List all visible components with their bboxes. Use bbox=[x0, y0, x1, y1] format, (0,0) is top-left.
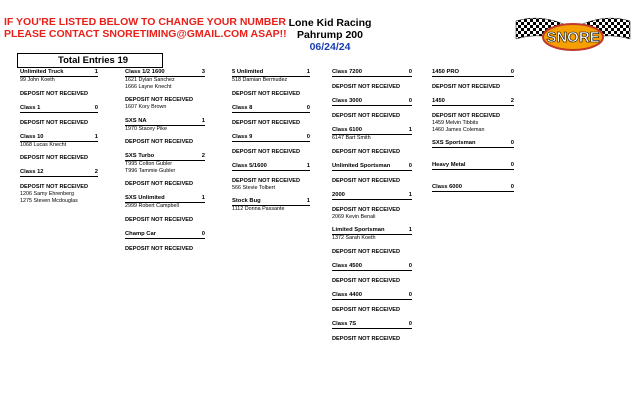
entry-row: 1460 James Coleman bbox=[432, 126, 485, 133]
deposit-status: DEPOSIT NOT RECEIVED bbox=[332, 177, 401, 184]
entry-row: 566 Stevie Tolbert bbox=[232, 184, 276, 191]
deposit-status: DEPOSIT NOT RECEIVED bbox=[20, 90, 89, 97]
class-name: 1450 PRO bbox=[432, 69, 460, 75]
class-block bbox=[432, 184, 514, 206]
class-name: Class 6100 bbox=[332, 127, 362, 133]
class-name: Class 4500 bbox=[332, 262, 362, 269]
deposit-status: DEPOSIT NOT RECEIVED bbox=[125, 139, 194, 145]
class-block bbox=[232, 134, 310, 163]
class-count: 1 bbox=[408, 227, 412, 233]
entry-row: 1666 Layne Knecht bbox=[125, 83, 172, 90]
class-block bbox=[332, 69, 412, 98]
class-block bbox=[432, 162, 514, 184]
class-name: SXS NA bbox=[125, 117, 147, 124]
class-name: Class 8 bbox=[232, 104, 253, 111]
class-column bbox=[432, 69, 514, 206]
class-count: 0 bbox=[408, 98, 412, 104]
class-name: Unlimited Truck bbox=[20, 69, 64, 75]
class-block bbox=[232, 105, 310, 134]
class-count: 1 bbox=[408, 127, 412, 133]
entry-row: 1206 Samy Ehrenberg bbox=[20, 191, 74, 197]
entry-row: 1970 Stacey Pike bbox=[125, 125, 167, 132]
class-name: Class 1 bbox=[20, 104, 41, 111]
class-name: Unlimited Sportsman bbox=[332, 162, 391, 169]
class-block bbox=[125, 69, 205, 118]
class-name: Class 1/2 1600 bbox=[125, 69, 165, 75]
class-count: 2 bbox=[94, 169, 98, 175]
class-count: 0 bbox=[408, 291, 412, 298]
deposit-status: DEPOSIT NOT RECEIVED bbox=[232, 119, 301, 126]
class-block bbox=[20, 134, 98, 170]
class-column bbox=[125, 69, 205, 260]
total-entries: Total Entries 19 bbox=[17, 53, 163, 68]
class-name: Class 5/1600 bbox=[232, 162, 267, 169]
deposit-status: DEPOSIT NOT RECEIVED bbox=[432, 113, 501, 119]
deposit-status: DEPOSIT NOT RECEIVED bbox=[125, 181, 194, 187]
class-header bbox=[232, 198, 310, 206]
entry-row: 2999 Robert Campbell bbox=[125, 203, 179, 209]
class-block bbox=[332, 292, 412, 321]
class-header bbox=[332, 69, 412, 77]
class-name: SXS Unlimited bbox=[125, 195, 165, 201]
notice-line-1: IF YOU'RE LISTED BELOW TO CHANGE YOUR NUMBER bbox=[4, 16, 286, 28]
class-count: 2 bbox=[201, 153, 205, 159]
class-name: Limited Sportsman bbox=[332, 227, 385, 233]
class-block bbox=[20, 105, 98, 134]
class-count: 1 bbox=[408, 191, 412, 198]
class-header bbox=[332, 321, 412, 329]
class-header bbox=[232, 134, 310, 142]
class-header bbox=[332, 98, 412, 106]
class-header bbox=[332, 227, 412, 235]
class-header bbox=[125, 195, 205, 203]
class-header bbox=[20, 134, 98, 142]
entry-row: 1459 Melvin Tibbits bbox=[432, 120, 479, 126]
class-column bbox=[332, 69, 412, 350]
class-name: Class 9 bbox=[232, 133, 253, 140]
class-count: 0 bbox=[408, 69, 412, 75]
deposit-status: DEPOSIT NOT RECEIVED bbox=[125, 216, 194, 223]
class-count: 0 bbox=[510, 69, 514, 75]
class-block bbox=[20, 169, 98, 211]
entry-row: 1112 Donna Passante bbox=[232, 206, 285, 212]
class-name: Class 10 bbox=[20, 133, 44, 140]
class-block bbox=[332, 98, 412, 127]
class-block bbox=[125, 231, 205, 260]
class-count: 0 bbox=[510, 184, 514, 190]
class-count: 0 bbox=[306, 104, 310, 111]
class-count: 0 bbox=[510, 162, 514, 168]
deposit-status: DEPOSIT NOT RECEIVED bbox=[332, 148, 401, 155]
class-block bbox=[332, 321, 412, 350]
class-block bbox=[232, 69, 310, 105]
class-block bbox=[432, 140, 514, 162]
entry-row: T996 Tammie Gubler bbox=[125, 167, 176, 174]
class-name: SXS Sportsman bbox=[432, 140, 476, 146]
event-title: Lone Kid Racing bbox=[288, 17, 372, 29]
class-count: 0 bbox=[306, 133, 310, 140]
class-block bbox=[432, 69, 514, 98]
class-header bbox=[432, 184, 514, 192]
class-name: 5 Unlimited bbox=[232, 69, 264, 75]
snore-logo bbox=[512, 13, 634, 55]
deposit-status: DEPOSIT NOT RECEIVED bbox=[332, 206, 401, 213]
entry-row: 2069 Kevin Benali bbox=[332, 213, 376, 220]
class-count: 1 bbox=[306, 69, 310, 75]
deposit-status: DEPOSIT NOT RECEIVED bbox=[432, 84, 501, 90]
deposit-status: DEPOSIT NOT RECEIVED bbox=[232, 148, 301, 155]
class-header bbox=[332, 292, 412, 300]
class-name: SXS Turbo bbox=[125, 153, 155, 159]
class-name: 2000 bbox=[332, 191, 345, 198]
class-name: Stock Bug bbox=[232, 198, 261, 204]
class-count: 0 bbox=[201, 230, 205, 237]
class-name: Champ Car bbox=[125, 230, 156, 237]
class-name: Heavy Metal bbox=[432, 162, 466, 168]
class-header bbox=[20, 105, 98, 113]
class-name: Class 4400 bbox=[332, 291, 362, 298]
class-header bbox=[232, 163, 310, 171]
deposit-status: DEPOSIT NOT RECEIVED bbox=[332, 84, 401, 90]
class-count: 0 bbox=[94, 104, 98, 111]
class-block bbox=[432, 98, 514, 140]
class-block bbox=[332, 127, 412, 163]
class-header bbox=[232, 69, 310, 77]
class-block bbox=[125, 118, 205, 154]
class-name: Class 12 bbox=[20, 169, 44, 175]
class-name: 1450 bbox=[432, 98, 445, 104]
class-block bbox=[332, 192, 412, 228]
deposit-status: DEPOSIT NOT RECEIVED bbox=[332, 113, 401, 119]
class-count: 1 bbox=[306, 162, 310, 169]
class-name: Class 7S bbox=[332, 320, 357, 327]
deposit-status: DEPOSIT NOT RECEIVED bbox=[332, 306, 401, 313]
entry-row: 518 Damian Bermudez bbox=[232, 77, 288, 83]
class-header bbox=[20, 69, 98, 77]
class-header bbox=[232, 105, 310, 113]
class-header bbox=[125, 69, 205, 77]
entry-row: 1621 Dylan Sanchez bbox=[125, 77, 175, 83]
deposit-status: DEPOSIT NOT RECEIVED bbox=[125, 97, 194, 103]
class-count: 0 bbox=[408, 162, 412, 169]
class-name: Class 6000 bbox=[432, 184, 462, 190]
class-block bbox=[20, 69, 98, 105]
deposit-status: DEPOSIT NOT RECEIVED bbox=[332, 277, 401, 284]
notice-line-2: PLEASE CONTACT SNORETIMING@GMAIL.COM ASAP!! bbox=[4, 28, 287, 40]
class-count: 2 bbox=[510, 98, 514, 104]
deposit-status: DEPOSIT NOT RECEIVED bbox=[20, 155, 89, 161]
deposit-status: DEPOSIT NOT RECEIVED bbox=[20, 184, 89, 190]
entry-row: 1275 Steven Mcdouglas bbox=[20, 197, 78, 204]
deposit-status: DEPOSIT NOT RECEIVED bbox=[332, 335, 401, 342]
class-name: Class 3000 bbox=[332, 98, 362, 104]
class-count: 1 bbox=[201, 117, 205, 124]
class-block bbox=[232, 198, 310, 227]
logo-text: SNORE bbox=[546, 29, 600, 46]
class-count: 0 bbox=[510, 140, 514, 146]
entry-row: T995 Colton Gubler bbox=[125, 161, 173, 167]
deposit-status: DEPOSIT NOT RECEIVED bbox=[232, 177, 301, 184]
class-header bbox=[20, 169, 98, 177]
class-column bbox=[20, 69, 98, 211]
class-count: 1 bbox=[94, 133, 98, 140]
class-header bbox=[432, 69, 514, 77]
checkered-flag-icon bbox=[512, 13, 634, 55]
class-block bbox=[332, 227, 412, 263]
class-column bbox=[232, 69, 310, 227]
class-name: Class 7200 bbox=[332, 69, 362, 75]
class-count: 0 bbox=[408, 262, 412, 269]
entry-row: 1068 Lucas Knecht bbox=[20, 141, 67, 148]
class-header bbox=[332, 192, 412, 200]
class-count: 0 bbox=[408, 320, 412, 327]
class-block bbox=[332, 263, 412, 292]
class-header bbox=[332, 163, 412, 171]
class-header bbox=[432, 162, 514, 170]
deposit-status: DEPOSIT NOT RECEIVED bbox=[20, 119, 89, 126]
class-header bbox=[125, 231, 205, 239]
class-block bbox=[125, 195, 205, 231]
event-header bbox=[270, 17, 390, 53]
deposit-status: DEPOSIT NOT RECEIVED bbox=[332, 248, 401, 255]
class-header bbox=[432, 140, 514, 148]
entry-row: 99 John Koeth bbox=[20, 77, 55, 83]
class-block bbox=[332, 163, 412, 192]
deposit-status: DEPOSIT NOT RECEIVED bbox=[125, 245, 194, 252]
event-subtitle: Pahrump 200 bbox=[297, 29, 363, 41]
entry-row: 1372 Sarah Koeth bbox=[332, 235, 376, 241]
class-block bbox=[125, 153, 205, 195]
class-header bbox=[332, 127, 412, 135]
class-header bbox=[332, 263, 412, 271]
entry-row: 1607 Kory Brown bbox=[125, 104, 167, 110]
deposit-status: DEPOSIT NOT RECEIVED bbox=[232, 90, 301, 97]
entry-row: 6147 Bart Smith bbox=[332, 135, 371, 141]
class-header bbox=[432, 98, 514, 106]
class-header bbox=[125, 153, 205, 161]
event-date: 06/24/24 bbox=[309, 41, 351, 53]
contact-notice bbox=[4, 16, 287, 40]
class-header bbox=[125, 118, 205, 126]
class-block bbox=[232, 163, 310, 199]
class-count: 3 bbox=[201, 69, 205, 75]
class-count: 1 bbox=[201, 195, 205, 201]
class-count: 1 bbox=[94, 69, 98, 75]
class-count: 1 bbox=[306, 198, 310, 204]
